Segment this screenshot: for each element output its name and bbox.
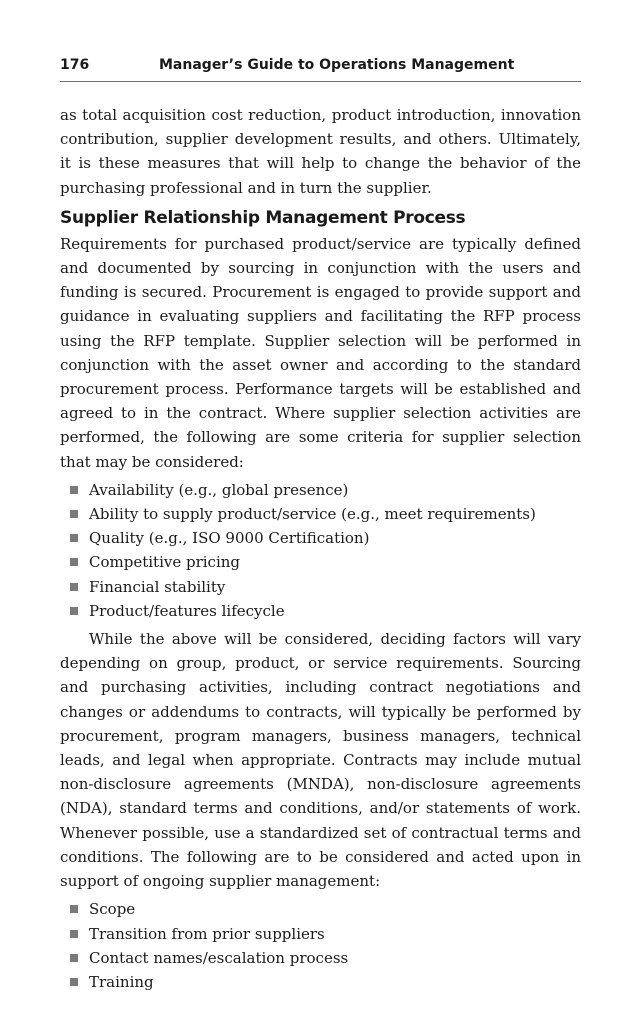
section-heading: Supplier Relationship Management Process — [60, 207, 466, 228]
list-item-text: Competitive pricing — [89, 553, 241, 572]
list-item-text: Training — [89, 972, 154, 991]
criteria-list — [60, 478, 581, 623]
list-item-text: Product/features lifecycle — [89, 601, 285, 620]
square-bullet-icon — [70, 510, 78, 518]
square-bullet-icon — [70, 607, 78, 615]
square-bullet-icon — [70, 930, 78, 938]
square-bullet-icon — [70, 486, 78, 494]
list-item-text: Contact names/escalation process — [89, 948, 349, 967]
list-item — [60, 478, 581, 502]
list-item — [60, 550, 581, 574]
list-item — [60, 599, 581, 623]
continuation-paragraph: as total acquisition cost reduction, product introduction, innovation contribution, supplier development results, and others. Ultimately, it is these measures that will help to change the behavior of the purchasing professional and in turn the supplier. — [60, 106, 581, 197]
list-item-text: Ability to supply product/service (e.g., meet requirements) — [89, 505, 536, 524]
list-item-text: Availability (e.g., global presence) — [89, 480, 349, 499]
management-list — [60, 897, 581, 994]
square-bullet-icon — [70, 978, 78, 986]
list-item — [60, 897, 581, 921]
list-item — [60, 575, 581, 599]
list-item — [60, 946, 581, 970]
list-item — [60, 502, 581, 526]
list-item — [60, 970, 581, 994]
page-number: 176 — [60, 57, 90, 73]
square-bullet-icon — [70, 583, 78, 591]
list-item-text: Scope — [89, 900, 136, 919]
intro-paragraph: Requirements for purchased product/service are typically defined and documented by sourcing in conjunction with the users and funding is secured. Procurement is engaged to provide support and guidance in evaluating suppliers and facilitating the RFP process using the RFP template. Supplier selection will be performed in conjunction with the asset owner and according to the standard procurement process. Performance targets will be established and agreed to in the contract. Where supplier selection activities are performed, the following are some criteria for supplier selection that may be considered: — [60, 234, 581, 471]
running-title: Manager’s Guide to Operations Management — [159, 57, 515, 73]
list-item-text: Financial stability — [89, 577, 226, 596]
page-body — [60, 103, 581, 998]
list-item — [60, 922, 581, 946]
square-bullet-icon — [70, 954, 78, 962]
square-bullet-icon — [70, 534, 78, 542]
list-item-text: Transition from prior suppliers — [89, 924, 325, 943]
square-bullet-icon — [70, 905, 78, 913]
page-header — [60, 57, 581, 82]
second-paragraph: While the above will be considered, deciding factors will vary depending on group, product, or service requirements. Sourcing and purchasing activities, including contract negotiations and changes or addendums to contracts, will typically be performed by procurement, program managers, business managers, technical leads, and legal when appropriate. Contracts may include mutual non-disclosure agreements (MNDA), non-disclosure agreements (NDA), standard terms and conditions, and/or statements of work. Whenever possible, use a standardized set of contractual terms and conditions. The following are to be considered and acted upon in support of ongoing supplier management: — [60, 630, 581, 891]
square-bullet-icon — [70, 558, 78, 566]
list-item-text: Quality (e.g., ISO 9000 Certification) — [89, 529, 370, 548]
list-item — [60, 526, 581, 550]
